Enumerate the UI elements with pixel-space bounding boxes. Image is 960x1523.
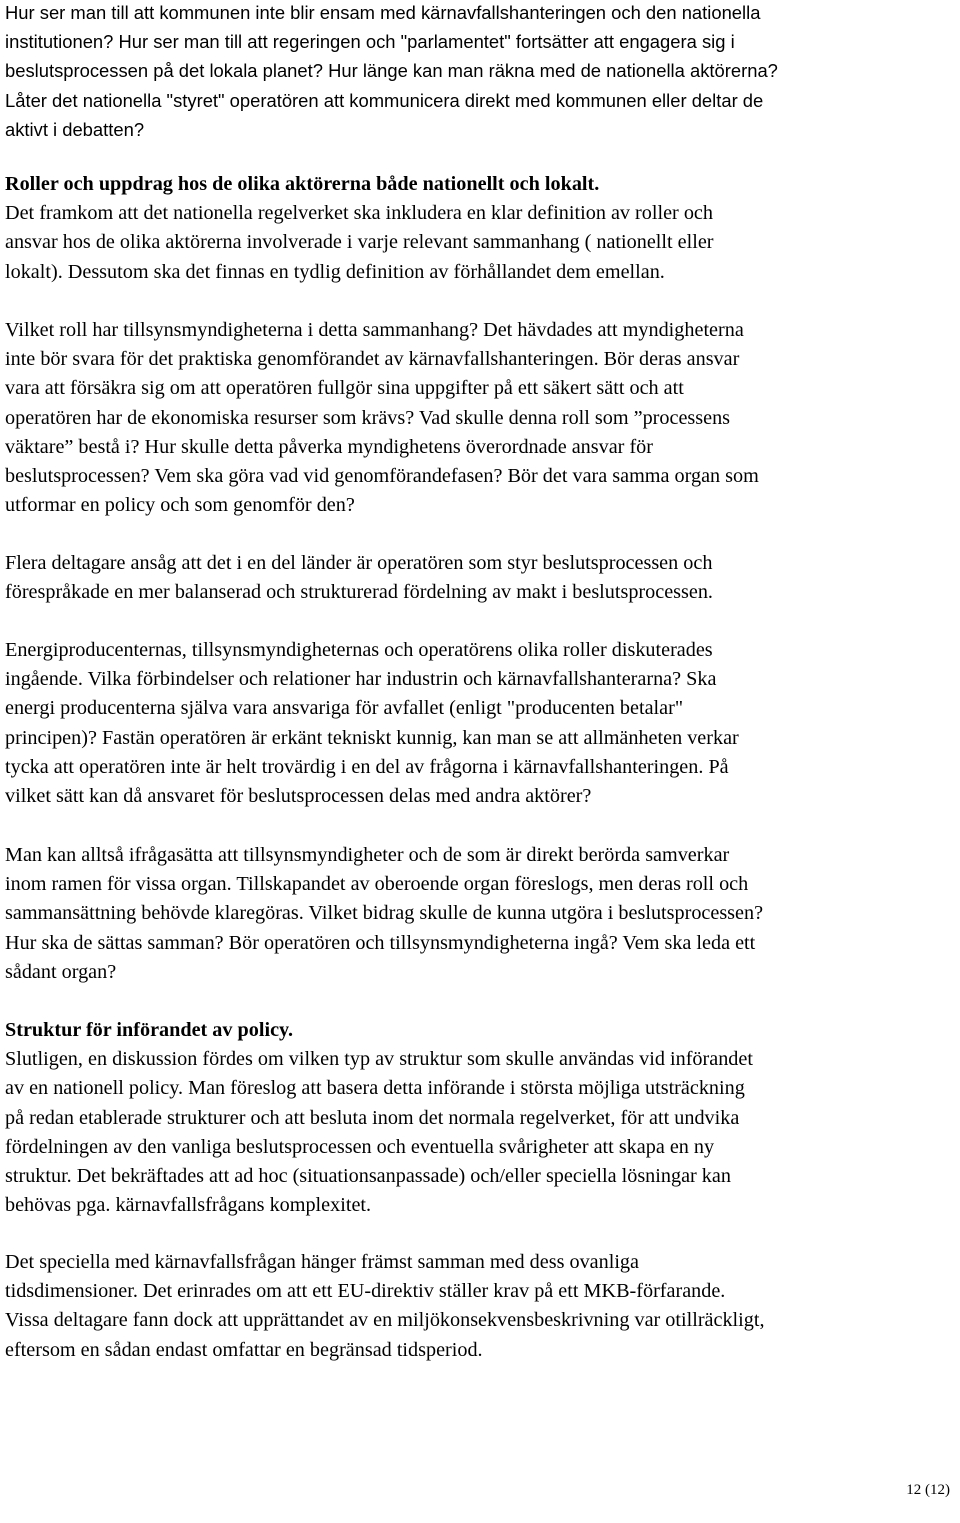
section-roles — [5, 170, 714, 287]
paragraph — [5, 841, 763, 987]
text-line: lokalt). Dessutom ska det finnas en tydlig definition av förhållandet dem emellan. — [5, 260, 665, 283]
section-heading: Roller och uppdrag hos de olika aktörerna både nationellt och lokalt. — [5, 173, 600, 195]
text-line: tycka att operatören inte är helt trovärdig i en del av frågorna i kärnavfallshanteringen. På — [5, 755, 729, 778]
text-line: förespråkade en mer balanserad och strukturerad fördelning av makt i beslutsprocessen. — [5, 581, 713, 604]
text-line: inte bör svara för det praktiska genomförandet av kärnavfallshanteringen. Bör deras ansvar — [5, 348, 740, 371]
text-line: Vissa deltagare fann dock att upprättandet av en miljökonsekvensbeskrivning var otillräckligt, — [5, 1309, 765, 1332]
text-line: Hur ser man till att kommunen inte blir ensam med kärnavfallshanteringen och den nationella — [5, 2, 761, 23]
paragraph — [5, 636, 739, 811]
text-line: behövas pga. kärnavfallsfrågans komplexitet. — [5, 1194, 372, 1217]
text-line: vara att försäkra sig om att operatören fullgör sina uppgifter på ett säkert sätt och att — [5, 377, 684, 400]
text-line: Slutligen, en diskussion fördes om vilken typ av struktur som skulle användas vid införandet — [5, 1048, 753, 1071]
text-line: energi producenterna själva vara ansvariga för avfallet (enligt "producenten betalar" — [5, 697, 684, 720]
text-line: vilket sätt kan då ansvaret för beslutsprocessen delas med andra aktörer? — [5, 784, 592, 807]
text-line: Låter det nationella "styret" operatören att kommunicera direkt med kommunen eller deltar de — [5, 89, 764, 111]
text-line: beslutsprocessen på det lokala planet? Hur länge kan man räkna med de nationella aktörerna? — [5, 60, 778, 82]
text-line: Det framkom att det nationella regelverket ska inkludera en klar definition av roller och — [5, 202, 713, 225]
intro-paragraph — [5, 0, 778, 144]
text-line: sådant organ? — [5, 960, 117, 983]
text-line: på redan etablerade strukturer och att besluta inom det normala regelverket, för att undvika — [5, 1106, 740, 1129]
text-line: Det speciella med kärnavfallsfrågan hänger främst samman med dess ovanliga — [5, 1251, 639, 1273]
text-line: ansvar hos de olika aktörerna involverade i varje relevant sammanhang ( nationellt eller — [5, 231, 714, 254]
text-line: Flera deltagare ansåg att det i en del länder är operatören som styr beslutsprocessen och — [5, 552, 713, 574]
text-line: aktivt i debatten? — [5, 118, 145, 140]
text-line: principen)? Fastän operatören är erkänt tekniskt kunnig, kan man se att allmänheten verkar — [5, 726, 739, 749]
text-line: operatören har de ekonomiska resurser som krävs? Vad skulle denna roll som ”processens — [5, 406, 731, 429]
text-line: inom ramen för vissa organ. Tillskapandet av oberoende organ föreslogs, men deras roll och — [5, 873, 749, 896]
text-line: av en nationell policy. Man föreslog att basera detta införande i största möjliga utsträckning — [5, 1077, 745, 1100]
text-line: väktare” bestå i? Hur skulle detta påverka myndighetens överordnade ansvar för — [5, 435, 653, 458]
paragraph — [5, 1248, 765, 1365]
text-line: Man kan alltså ifrågasätta att tillsynsmyndigheter och de som är direkt berörda samverkar — [5, 844, 730, 866]
text-line: eftersom en sådan endast omfattar en begränsad tidsperiod. — [5, 1338, 483, 1361]
text-line: tidsdimensioner. Det erinrades om att ett EU-direktiv ställer krav på ett MKB-förfarande. — [5, 1280, 726, 1303]
text-line: institutionen? Hur ser man till att regeringen och "parlamentet" fortsätter att engagera sig i — [5, 31, 735, 53]
text-line: Energiproducenternas, tillsynsmyndigheternas och operatörens olika roller diskuterades — [5, 639, 713, 661]
text-line: Hur ska de sättas samman? Bör operatören och tillsynsmyndigheterna ingå? Vem ska leda ett — [5, 931, 756, 954]
text-line: struktur. Det bekräftades att ad hoc (situationsanpassade) och/eller speciella lösningar kan — [5, 1164, 731, 1187]
text-line: beslutsprocessen? Vem ska göra vad vid genomförandefasen? Bör det vara samma organ som — [5, 464, 759, 487]
paragraph — [5, 316, 759, 520]
text-line: utformar en policy och som genomför den? — [5, 494, 355, 517]
page-number: 12 (12) — [906, 1482, 950, 1498]
section-structure — [5, 1016, 753, 1220]
text-line: ingående. Vilka förbindelser och relationer har industrin och kärnavfallshanterarna? Ska — [5, 668, 717, 691]
text-line: Vilket roll har tillsynsmyndigheterna i detta sammanhang? Det hävdades att myndigheterna — [5, 319, 744, 341]
text-line: sammansättning behövde klaregöras. Vilket bidrag skulle de kunna utgöra i beslutsprocessen? — [5, 902, 764, 925]
paragraph — [5, 549, 713, 607]
section-heading: Struktur för införandet av policy. — [5, 1019, 294, 1041]
text-line: fördelningen av den vanliga beslutsprocessen och eventuella svårigheter att skapa en ny — [5, 1135, 715, 1158]
